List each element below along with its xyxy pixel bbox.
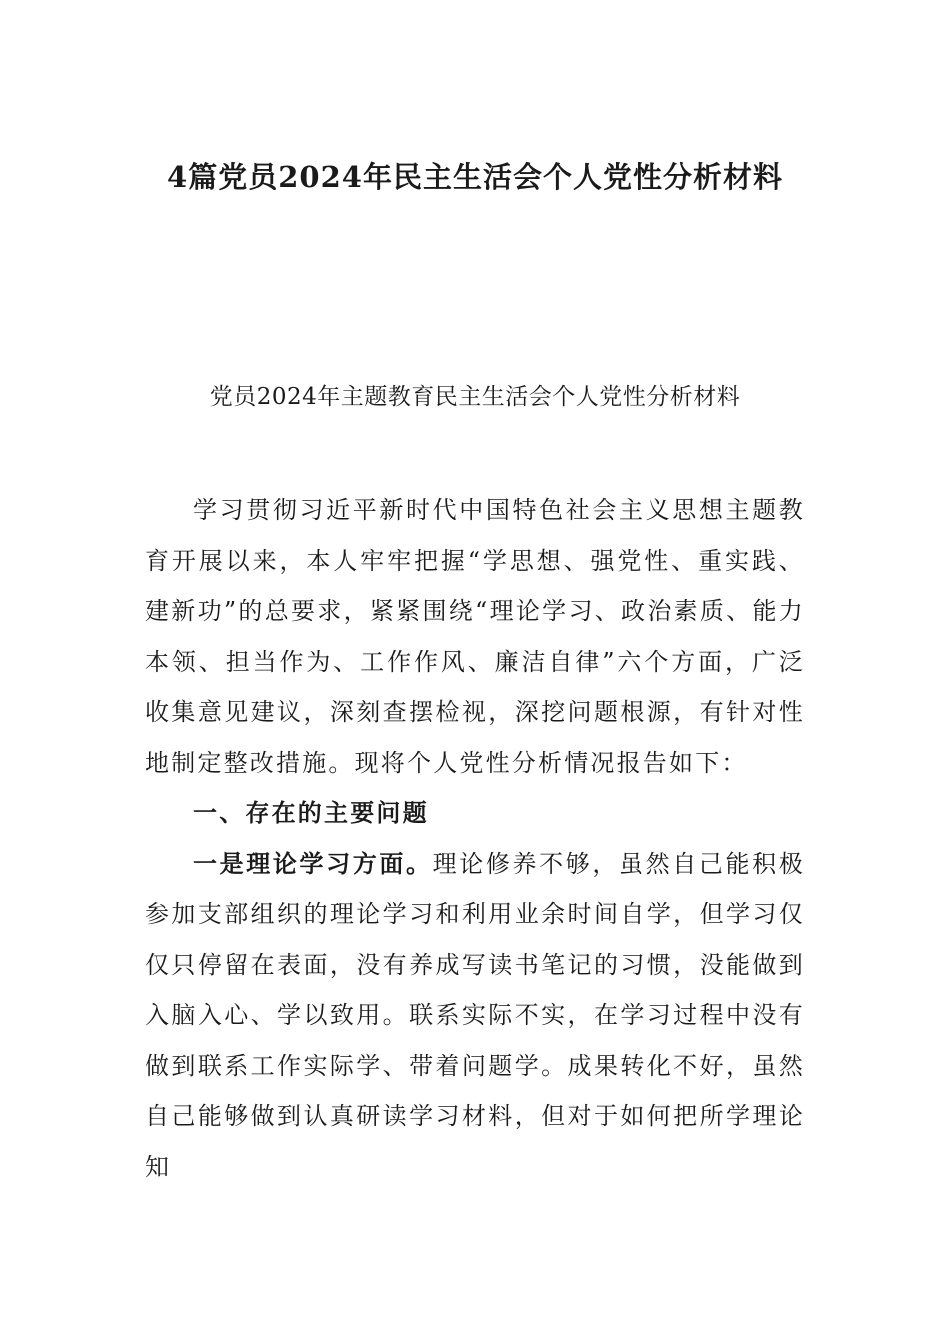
article-body xyxy=(145,485,805,1192)
document-title: 4篇党员2024年民主生活会个人党性分析材料 xyxy=(167,160,783,194)
point-one-body: 理论修养不够，虽然自己能积极参加支部组织的理论学习和利用业余时间自学，但学习仅仅只停留在表面，没有养成写读书笔记的习惯，没能做到入脑入心、学以致用。联系实际不实，在学习过程中没有做到联系工作实际学、带着问题学。成果转化不好，虽然自己能够做到认真研读学习材料，但对于如何把所学理论知 xyxy=(145,849,805,1181)
intro-paragraph: 学习贯彻习近平新时代中国特色社会主义思想主题教育开展以来，本人牢牢把握“学思想、强党性、重实践、建新功”的总要求，紧紧围绕“理论学习、政治素质、能力本领、担当作为、工作作风、廉洁自律”六个方面，广泛收集意见建议，深刻查摆检视，深挖问题根源，有针对性地制定整改措施。现将个人党性分析情况报告如下： xyxy=(145,496,805,777)
section-heading: 一、存在的主要问题 xyxy=(193,798,429,827)
article-title: 党员2024年主题教育民主生活会个人党性分析材料 xyxy=(209,384,741,410)
point-one-paragraph xyxy=(145,839,805,1193)
point-one-lead: 一是理论学习方面。 xyxy=(193,848,433,878)
